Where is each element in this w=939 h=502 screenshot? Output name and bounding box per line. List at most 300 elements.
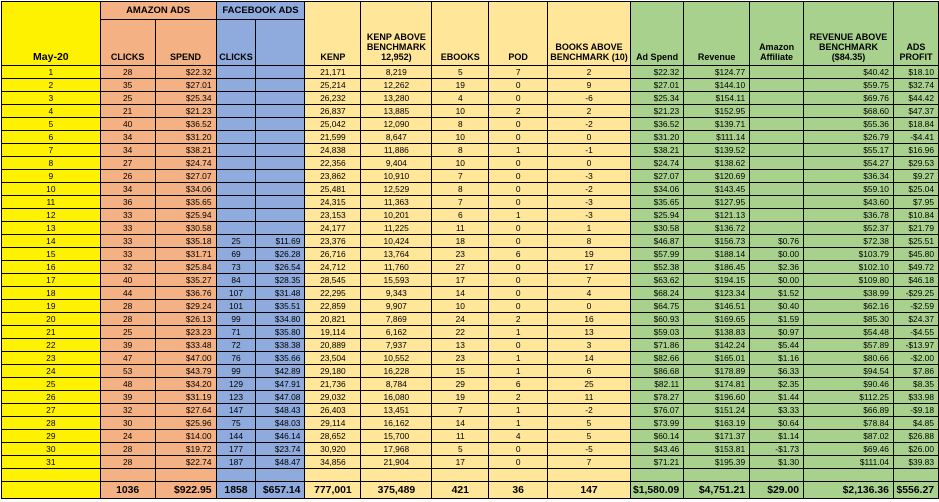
books-above-cell[interactable]: 9 (548, 79, 631, 92)
facebook-clicks-cell[interactable]: 129 (216, 378, 256, 391)
amazon-spend-cell[interactable]: $27.01 (155, 79, 216, 92)
facebook-spend-cell[interactable] (256, 209, 305, 222)
ebooks-cell[interactable]: 15 (432, 365, 489, 378)
facebook-clicks-cell[interactable]: 25 (216, 235, 256, 248)
ebooks-cell[interactable]: 19 (432, 391, 489, 404)
amazon-clicks-cell[interactable]: 34 (100, 144, 155, 157)
ad-spend-cell[interactable]: $76.07 (630, 404, 683, 417)
pod-cell[interactable]: 0 (489, 300, 548, 313)
facebook-spend-cell[interactable] (256, 92, 305, 105)
pod-cell[interactable]: 2 (489, 313, 548, 326)
pod-cell[interactable]: 1 (489, 365, 548, 378)
kenp-cell[interactable]: 26,403 (305, 404, 361, 417)
revenue-cell[interactable]: $165.01 (684, 352, 750, 365)
ebooks-cell[interactable]: 6 (432, 209, 489, 222)
ad-spend-cell[interactable]: $38.21 (630, 144, 683, 157)
facebook-spend-cell[interactable]: $38.38 (256, 339, 305, 352)
pod-cell[interactable]: 7 (489, 66, 548, 79)
ebooks-cell[interactable]: 14 (432, 287, 489, 300)
facebook-spend-cell[interactable]: $42.89 (256, 365, 305, 378)
kenp-above-header-cell[interactable]: KENP ABOVE BENCHMARK 12,952) (361, 2, 432, 66)
amazon-clicks-cell[interactable]: 44 (100, 287, 155, 300)
revenue-above-cell[interactable]: $59.75 (804, 79, 894, 92)
kenp-above-cell[interactable] (361, 469, 432, 482)
amazon-clicks-cell[interactable]: 21 (100, 105, 155, 118)
day-cell[interactable]: 6 (2, 131, 101, 144)
ads-profit-cell[interactable]: $18.10 (893, 66, 938, 79)
ebooks-cell[interactable]: 23 (432, 248, 489, 261)
revenue-cell[interactable]: $151.24 (684, 404, 750, 417)
ad-spend-cell[interactable]: $60.93 (630, 313, 683, 326)
ad-spend-cell[interactable]: $35.65 (630, 196, 683, 209)
amazon-affiliate-cell[interactable] (750, 105, 804, 118)
books-above-cell[interactable]: -3 (548, 170, 631, 183)
ad-spend-cell[interactable] (630, 469, 683, 482)
ebooks-cell[interactable]: 7 (432, 196, 489, 209)
kenp-cell[interactable]: 26,716 (305, 248, 361, 261)
kenp-cell[interactable]: 24,712 (305, 261, 361, 274)
pod-cell[interactable]: 1 (489, 209, 548, 222)
kenp-above-cell[interactable]: 13,451 (361, 404, 432, 417)
pod-cell[interactable]: 0 (489, 287, 548, 300)
ads-profit-cell[interactable]: $4.85 (893, 417, 938, 430)
pod-header-cell[interactable]: POD (489, 2, 548, 66)
ad-spend-cell[interactable]: $71.21 (630, 456, 683, 469)
ebooks-cell[interactable]: 10 (432, 300, 489, 313)
facebook-spend-cell[interactable] (256, 118, 305, 131)
pod-cell[interactable]: 0 (489, 79, 548, 92)
facebook-clicks-header[interactable]: CLICKS (216, 20, 256, 66)
amazon-affiliate-cell[interactable]: $1.44 (750, 391, 804, 404)
facebook-spend-cell[interactable]: $35.51 (256, 300, 305, 313)
kenp-above-cell[interactable]: 13,885 (361, 105, 432, 118)
revenue-above-cell[interactable]: $26.79 (804, 131, 894, 144)
amazon-spend-cell[interactable]: $35.18 (155, 235, 216, 248)
revenue-cell[interactable]: $163.19 (684, 417, 750, 430)
pod-cell[interactable]: 0 (489, 131, 548, 144)
revenue-cell[interactable]: $171.37 (684, 430, 750, 443)
facebook-spend-header[interactable] (256, 20, 305, 66)
books-above-cell[interactable]: 0 (548, 157, 631, 170)
amazon-spend-cell[interactable]: $43.79 (155, 365, 216, 378)
ads-profit-cell[interactable] (893, 469, 938, 482)
amazon-affiliate-cell[interactable]: $1.52 (750, 287, 804, 300)
facebook-clicks-cell[interactable] (216, 118, 256, 131)
day-cell[interactable]: 20 (2, 313, 101, 326)
amazon-affiliate-cell[interactable]: $1.30 (750, 456, 804, 469)
pod-cell[interactable]: 1 (489, 404, 548, 417)
pod-cell[interactable]: 1 (489, 326, 548, 339)
kenp-cell[interactable]: 20,821 (305, 313, 361, 326)
kenp-above-cell[interactable]: 10,910 (361, 170, 432, 183)
kenp-cell[interactable]: 26,837 (305, 105, 361, 118)
amazon-clicks-cell[interactable]: 35 (100, 79, 155, 92)
revenue-cell[interactable]: $195.39 (684, 456, 750, 469)
ads-profit-cell[interactable]: $26.88 (893, 430, 938, 443)
amazon-affiliate-cell[interactable]: $3.33 (750, 404, 804, 417)
amazon-clicks-cell[interactable]: 27 (100, 157, 155, 170)
amazon-spend-cell[interactable]: $25.34 (155, 92, 216, 105)
amazon-spend-cell[interactable]: $14.00 (155, 430, 216, 443)
amazon-clicks-cell[interactable]: 28 (100, 443, 155, 456)
day-cell[interactable]: 19 (2, 300, 101, 313)
facebook-spend-cell[interactable]: $48.03 (256, 417, 305, 430)
day-cell[interactable]: 27 (2, 404, 101, 417)
ads-profit-cell[interactable]: $7.86 (893, 365, 938, 378)
kenp-above-cell[interactable]: 15,700 (361, 430, 432, 443)
facebook-clicks-cell[interactable]: 69 (216, 248, 256, 261)
ad-spend-cell[interactable]: $86.68 (630, 365, 683, 378)
revenue-above-cell[interactable]: $36.78 (804, 209, 894, 222)
books-above-cell[interactable]: -5 (548, 443, 631, 456)
revenue-above-cell[interactable]: $112.25 (804, 391, 894, 404)
revenue-cell[interactable]: $121.13 (684, 209, 750, 222)
revenue-cell[interactable]: $136.72 (684, 222, 750, 235)
revenue-cell[interactable]: $188.14 (684, 248, 750, 261)
day-cell[interactable]: 2 (2, 79, 101, 92)
ebooks-cell[interactable]: 27 (432, 261, 489, 274)
ebooks-cell[interactable]: 8 (432, 183, 489, 196)
facebook-spend-cell[interactable]: $31.48 (256, 287, 305, 300)
amazon-affiliate-cell[interactable] (750, 222, 804, 235)
ads-profit-cell[interactable]: -$4.41 (893, 131, 938, 144)
amazon-clicks-cell[interactable]: 33 (100, 222, 155, 235)
amazon-affiliate-cell[interactable]: $2.35 (750, 378, 804, 391)
pod-cell[interactable]: 0 (489, 222, 548, 235)
amazon-spend-cell[interactable] (155, 469, 216, 482)
kenp-cell[interactable]: 24,177 (305, 222, 361, 235)
books-above-cell[interactable]: 8 (548, 235, 631, 248)
facebook-clicks-cell[interactable]: 71 (216, 326, 256, 339)
amazon-clicks-cell[interactable]: 28 (100, 313, 155, 326)
amazon-spend-cell[interactable]: $33.48 (155, 339, 216, 352)
kenp-cell[interactable]: 19,114 (305, 326, 361, 339)
ebooks-cell[interactable]: 10 (432, 157, 489, 170)
facebook-spend-cell[interactable]: $11.69 (256, 235, 305, 248)
revenue-above-cell[interactable]: $54.27 (804, 157, 894, 170)
kenp-cell[interactable]: 29,032 (305, 391, 361, 404)
ad-spend-cell[interactable]: $36.52 (630, 118, 683, 131)
kenp-above-cell[interactable]: 7,869 (361, 313, 432, 326)
ad-spend-cell[interactable]: $71.86 (630, 339, 683, 352)
day-cell[interactable]: 31 (2, 456, 101, 469)
books-above-cell[interactable]: 25 (548, 378, 631, 391)
facebook-spend-cell[interactable]: $47.91 (256, 378, 305, 391)
revenue-cell[interactable]: $196.60 (684, 391, 750, 404)
amazon-clicks-cell[interactable]: 48 (100, 378, 155, 391)
amazon-affiliate-cell[interactable]: $5.44 (750, 339, 804, 352)
revenue-cell[interactable]: $152.95 (684, 105, 750, 118)
ebooks-cell[interactable]: 11 (432, 430, 489, 443)
books-above-cell[interactable]: -3 (548, 196, 631, 209)
amazon-clicks-cell[interactable]: 34 (100, 131, 155, 144)
facebook-clicks-cell[interactable]: 84 (216, 274, 256, 287)
amazon-affiliate-cell[interactable] (750, 157, 804, 170)
revenue-above-cell[interactable]: $62.16 (804, 300, 894, 313)
pod-cell[interactable]: 0 (489, 183, 548, 196)
ads-profit-cell[interactable]: -$9.18 (893, 404, 938, 417)
revenue-cell[interactable]: $178.89 (684, 365, 750, 378)
amazon-clicks-cell[interactable]: 25 (100, 92, 155, 105)
pod-cell[interactable]: 0 (489, 274, 548, 287)
kenp-above-cell[interactable]: 9,907 (361, 300, 432, 313)
kenp-above-cell[interactable]: 6,162 (361, 326, 432, 339)
revenue-above-cell[interactable]: $78.84 (804, 417, 894, 430)
kenp-above-cell[interactable]: 10,201 (361, 209, 432, 222)
facebook-clicks-cell[interactable] (216, 209, 256, 222)
books-above-cell[interactable]: -2 (548, 183, 631, 196)
amazon-spend-cell[interactable]: $35.27 (155, 274, 216, 287)
amazon-affiliate-cell[interactable]: $0.40 (750, 300, 804, 313)
revenue-cell[interactable]: $153.81 (684, 443, 750, 456)
facebook-clicks-cell[interactable] (216, 131, 256, 144)
revenue-cell[interactable]: $156.73 (684, 235, 750, 248)
facebook-spend-cell[interactable] (256, 144, 305, 157)
day-cell[interactable]: 10 (2, 183, 101, 196)
facebook-clicks-cell[interactable]: 123 (216, 391, 256, 404)
amazon-spend-cell[interactable]: $35.65 (155, 196, 216, 209)
kenp-above-cell[interactable]: 12,529 (361, 183, 432, 196)
ebooks-cell[interactable]: 23 (432, 352, 489, 365)
ad-spend-cell[interactable]: $82.66 (630, 352, 683, 365)
pod-cell[interactable]: 0 (489, 92, 548, 105)
ad-spend-cell[interactable]: $64.75 (630, 300, 683, 313)
day-cell[interactable] (2, 469, 101, 482)
revenue-cell[interactable]: $111.14 (684, 131, 750, 144)
day-cell[interactable]: 26 (2, 391, 101, 404)
revenue-above-cell[interactable]: $52.37 (804, 222, 894, 235)
pod-cell[interactable]: 2 (489, 105, 548, 118)
facebook-clicks-cell[interactable] (216, 157, 256, 170)
amazon-affiliate-cell[interactable]: $0.97 (750, 326, 804, 339)
amazon-spend-cell[interactable]: $25.96 (155, 417, 216, 430)
day-cell[interactable]: 4 (2, 105, 101, 118)
books-above-cell[interactable]: 19 (548, 248, 631, 261)
ebooks-cell[interactable] (432, 469, 489, 482)
ads-profit-cell[interactable]: $44.42 (893, 92, 938, 105)
revenue-above-cell[interactable]: $111.04 (804, 456, 894, 469)
revenue-above-cell[interactable]: $57.89 (804, 339, 894, 352)
day-cell[interactable]: 5 (2, 118, 101, 131)
facebook-clicks-cell[interactable] (216, 66, 256, 79)
ads-profit-cell[interactable]: $29.53 (893, 157, 938, 170)
revenue-cell[interactable]: $124.77 (684, 66, 750, 79)
amazon-clicks-cell[interactable] (100, 469, 155, 482)
ad-spend-cell[interactable]: $21.23 (630, 105, 683, 118)
revenue-above-cell[interactable]: $109.80 (804, 274, 894, 287)
facebook-spend-cell[interactable] (256, 131, 305, 144)
amazon-clicks-cell[interactable]: 40 (100, 118, 155, 131)
kenp-cell[interactable]: 30,920 (305, 443, 361, 456)
amazon-spend-cell[interactable]: $31.19 (155, 391, 216, 404)
facebook-clicks-cell[interactable]: 144 (216, 430, 256, 443)
amazon-affiliate-cell[interactable] (750, 209, 804, 222)
ad-spend-cell[interactable]: $52.38 (630, 261, 683, 274)
amazon-spend-cell[interactable]: $21.23 (155, 105, 216, 118)
facebook-clicks-cell[interactable]: 99 (216, 313, 256, 326)
books-above-cell[interactable]: 1 (548, 222, 631, 235)
pod-cell[interactable]: 4 (489, 430, 548, 443)
ad-spend-cell[interactable]: $60.14 (630, 430, 683, 443)
amazon-affiliate-cell[interactable]: $2.36 (750, 261, 804, 274)
amazon-ads-group-header[interactable]: AMAZON ADS (100, 2, 216, 20)
kenp-above-cell[interactable]: 12,262 (361, 79, 432, 92)
amazon-affiliate-cell[interactable] (750, 92, 804, 105)
books-above-cell[interactable]: 16 (548, 313, 631, 326)
ebooks-cell[interactable]: 421 (432, 482, 489, 499)
kenp-above-cell[interactable]: 16,162 (361, 417, 432, 430)
books-above-cell[interactable]: 3 (548, 339, 631, 352)
amazon-spend-cell[interactable]: $31.71 (155, 248, 216, 261)
ad-spend-cell[interactable]: $57.99 (630, 248, 683, 261)
day-cell[interactable]: 30 (2, 443, 101, 456)
amazon-affiliate-cell[interactable]: -$1.73 (750, 443, 804, 456)
pod-cell[interactable]: 0 (489, 261, 548, 274)
amazon-spend-cell[interactable]: $27.64 (155, 404, 216, 417)
facebook-clicks-cell[interactable]: 147 (216, 404, 256, 417)
revenue-cell[interactable]: $169.65 (684, 313, 750, 326)
books-above-cell[interactable]: 4 (548, 287, 631, 300)
kenp-above-cell[interactable]: 9,404 (361, 157, 432, 170)
amazon-clicks-cell[interactable]: 24 (100, 430, 155, 443)
day-cell[interactable]: 29 (2, 430, 101, 443)
kenp-cell[interactable]: 21,599 (305, 131, 361, 144)
kenp-above-cell[interactable]: 11,363 (361, 196, 432, 209)
ads-profit-cell[interactable]: $18.84 (893, 118, 938, 131)
facebook-spend-cell[interactable] (256, 79, 305, 92)
revenue-header-cell[interactable]: Revenue (684, 2, 750, 66)
amazon-affiliate-cell[interactable]: $0.00 (750, 274, 804, 287)
facebook-clicks-cell[interactable]: 1858 (216, 482, 256, 499)
facebook-spend-cell[interactable]: $657.14 (256, 482, 305, 499)
amazon-clicks-cell[interactable]: 33 (100, 235, 155, 248)
amazon-spend-cell[interactable]: $25.84 (155, 261, 216, 274)
ebooks-cell[interactable]: 13 (432, 339, 489, 352)
amazon-spend-cell[interactable]: $36.76 (155, 287, 216, 300)
revenue-cell[interactable]: $4,751.21 (684, 482, 750, 499)
amazon-spend-cell[interactable]: $922.95 (155, 482, 216, 499)
amazon-clicks-cell[interactable]: 33 (100, 209, 155, 222)
ad-spend-cell[interactable]: $25.34 (630, 92, 683, 105)
amazon-affiliate-cell[interactable] (750, 183, 804, 196)
revenue-above-header-cell[interactable]: REVENUE ABOVE BENCHMARK ($84.35) (804, 2, 894, 66)
revenue-above-cell[interactable]: $68.60 (804, 105, 894, 118)
kenp-above-cell[interactable]: 10,552 (361, 352, 432, 365)
revenue-cell[interactable]: $138.83 (684, 326, 750, 339)
facebook-clicks-cell[interactable] (216, 79, 256, 92)
revenue-above-cell[interactable]: $94.54 (804, 365, 894, 378)
kenp-cell[interactable]: 21,171 (305, 66, 361, 79)
amazon-spend-cell[interactable]: $19.72 (155, 443, 216, 456)
books-above-cell[interactable]: 7 (548, 456, 631, 469)
ads-profit-cell[interactable]: -$13.97 (893, 339, 938, 352)
books-above-cell[interactable]: 2 (548, 105, 631, 118)
ads-profit-cell[interactable]: $556.27 (893, 482, 938, 499)
facebook-spend-cell[interactable]: $35.66 (256, 352, 305, 365)
kenp-cell[interactable]: 24,838 (305, 144, 361, 157)
ebooks-cell[interactable]: 7 (432, 404, 489, 417)
ads-profit-cell[interactable]: $25.04 (893, 183, 938, 196)
ebooks-cell[interactable]: 22 (432, 326, 489, 339)
kenp-above-cell[interactable]: 17,968 (361, 443, 432, 456)
kenp-above-cell[interactable]: 10,424 (361, 235, 432, 248)
facebook-spend-cell[interactable]: $23.74 (256, 443, 305, 456)
day-cell[interactable]: 7 (2, 144, 101, 157)
amazon-affiliate-cell[interactable] (750, 170, 804, 183)
kenp-above-cell[interactable]: 11,886 (361, 144, 432, 157)
revenue-above-cell[interactable]: $38.99 (804, 287, 894, 300)
amazon-clicks-cell[interactable]: 28 (100, 300, 155, 313)
amazon-spend-header[interactable]: SPEND (155, 20, 216, 66)
books-above-cell[interactable]: 13 (548, 326, 631, 339)
kenp-above-cell[interactable]: 15,593 (361, 274, 432, 287)
kenp-cell[interactable]: 28,545 (305, 274, 361, 287)
kenp-cell[interactable]: 24,315 (305, 196, 361, 209)
ebooks-cell[interactable]: 5 (432, 66, 489, 79)
facebook-spend-cell[interactable]: $26.28 (256, 248, 305, 261)
amazon-affiliate-cell[interactable]: $0.00 (750, 248, 804, 261)
day-cell[interactable]: 22 (2, 339, 101, 352)
day-cell[interactable]: 16 (2, 261, 101, 274)
month-header-cell[interactable]: May-20 (2, 2, 101, 66)
kenp-cell[interactable]: 20,889 (305, 339, 361, 352)
revenue-above-cell[interactable]: $40.42 (804, 66, 894, 79)
amazon-affiliate-cell[interactable] (750, 79, 804, 92)
ad-spend-cell[interactable]: $63.62 (630, 274, 683, 287)
kenp-above-cell[interactable]: 11,225 (361, 222, 432, 235)
day-cell[interactable]: 14 (2, 235, 101, 248)
ebooks-cell[interactable]: 24 (432, 313, 489, 326)
amazon-spend-cell[interactable]: $31.20 (155, 131, 216, 144)
amazon-clicks-cell[interactable]: 32 (100, 404, 155, 417)
kenp-cell[interactable]: 21,736 (305, 378, 361, 391)
amazon-clicks-cell[interactable]: 39 (100, 391, 155, 404)
amazon-spend-cell[interactable]: $25.94 (155, 209, 216, 222)
kenp-cell[interactable]: 23,862 (305, 170, 361, 183)
facebook-spend-cell[interactable]: $48.43 (256, 404, 305, 417)
revenue-cell[interactable]: $139.52 (684, 144, 750, 157)
pod-cell[interactable]: 36 (489, 482, 548, 499)
pod-cell[interactable]: 2 (489, 391, 548, 404)
ebooks-cell[interactable]: 5 (432, 443, 489, 456)
revenue-cell[interactable]: $174.81 (684, 378, 750, 391)
day-cell[interactable]: 15 (2, 248, 101, 261)
revenue-above-cell[interactable]: $59.10 (804, 183, 894, 196)
amazon-affiliate-cell[interactable]: $1.59 (750, 313, 804, 326)
amazon-clicks-cell[interactable]: 53 (100, 365, 155, 378)
pod-cell[interactable]: 6 (489, 378, 548, 391)
day-cell[interactable]: 13 (2, 222, 101, 235)
amazon-affiliate-cell[interactable] (750, 118, 804, 131)
amazon-affiliate-cell[interactable]: $1.14 (750, 430, 804, 443)
amazon-clicks-cell[interactable]: 39 (100, 339, 155, 352)
ads-profit-cell[interactable]: $33.98 (893, 391, 938, 404)
amazon-spend-cell[interactable]: $29.24 (155, 300, 216, 313)
pod-cell[interactable]: 1 (489, 417, 548, 430)
amazon-affiliate-header-cell[interactable]: Amazon Affiliate (750, 2, 804, 66)
day-cell[interactable]: 24 (2, 365, 101, 378)
books-above-cell[interactable]: 14 (548, 352, 631, 365)
books-above-cell[interactable]: 6 (548, 365, 631, 378)
facebook-spend-cell[interactable]: $26.54 (256, 261, 305, 274)
day-cell[interactable]: 12 (2, 209, 101, 222)
revenue-cell[interactable]: $138.62 (684, 157, 750, 170)
amazon-clicks-cell[interactable]: 26 (100, 170, 155, 183)
revenue-cell[interactable] (684, 469, 750, 482)
day-cell[interactable] (2, 482, 101, 499)
ads-profit-cell[interactable]: $39.83 (893, 456, 938, 469)
amazon-spend-cell[interactable]: $22.32 (155, 66, 216, 79)
